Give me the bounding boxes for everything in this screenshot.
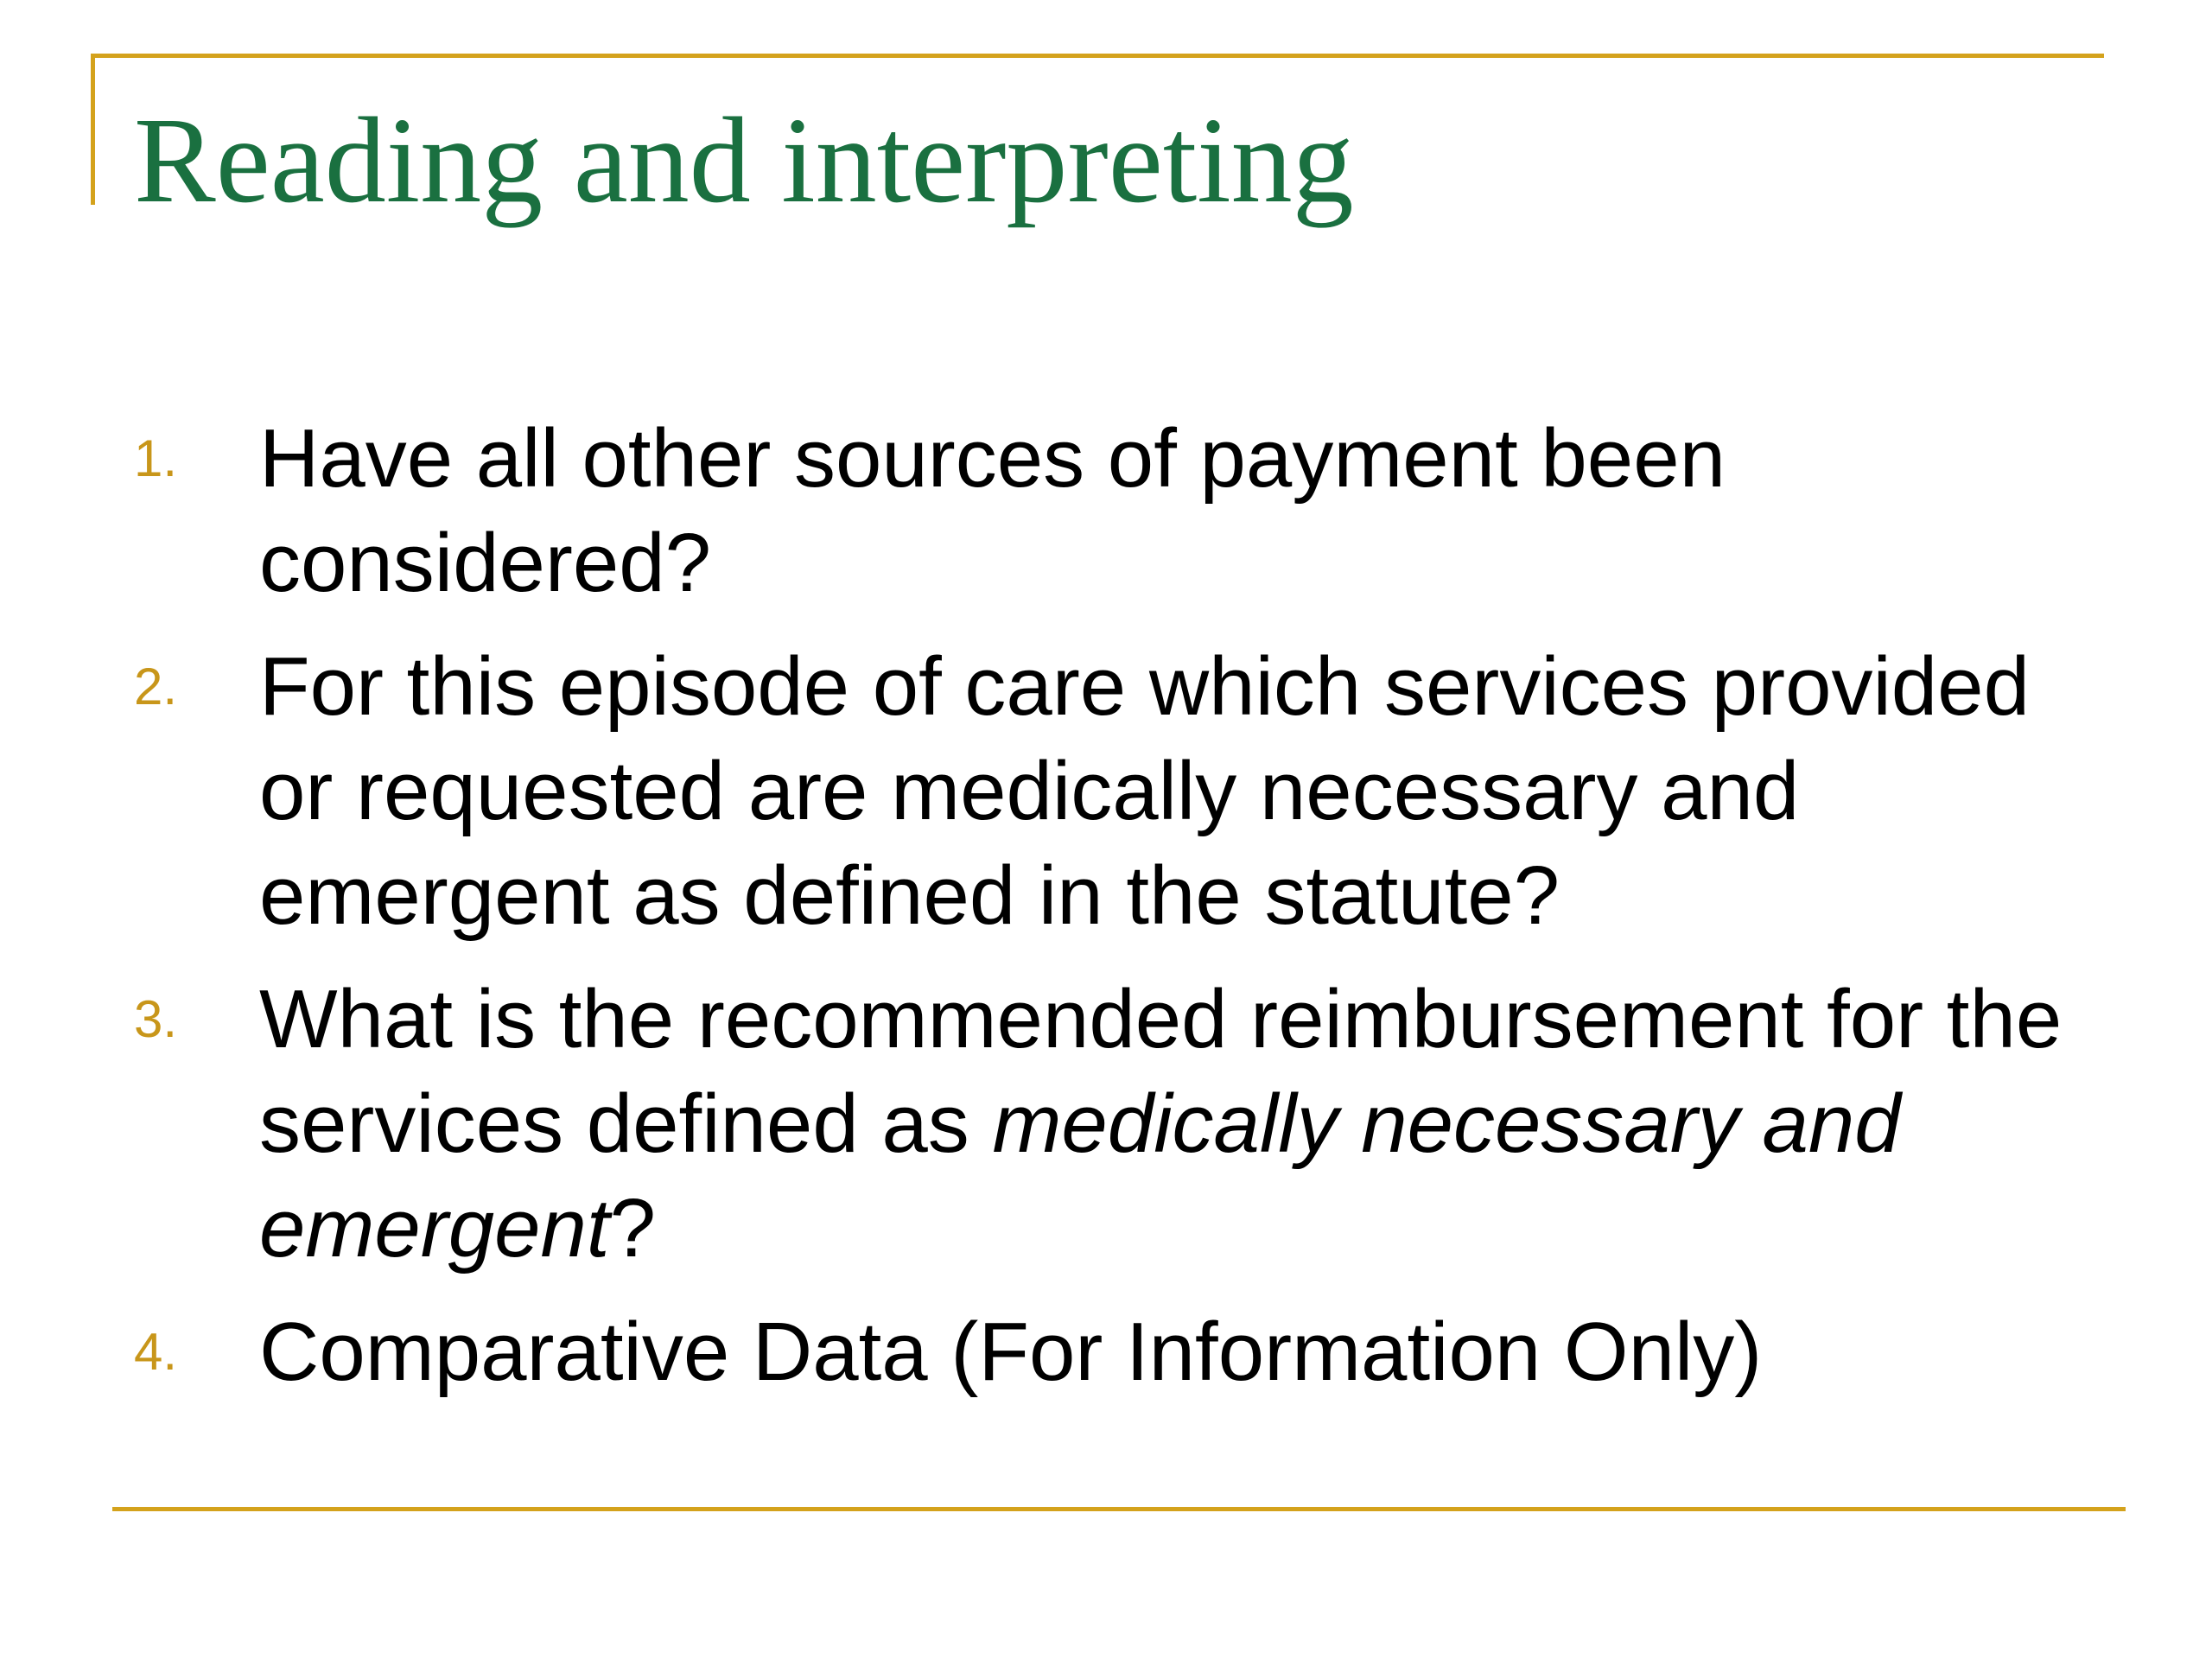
list-item-number: 1. <box>134 429 178 487</box>
list-item-number: 4. <box>134 1323 178 1381</box>
list-item <box>134 1300 2121 1404</box>
list-item <box>134 634 2121 948</box>
list-item <box>134 406 2121 615</box>
left-rule-divider <box>91 54 95 205</box>
list-item-text-before: What is the recommended reimbursement for the services defined as <box>259 973 2063 1170</box>
list-item-text <box>259 973 2062 1274</box>
list-item-text: Comparative Data (For Information Only) <box>259 1306 1763 1398</box>
list-item-number: 3. <box>134 990 178 1048</box>
list-item-text-after: ? <box>609 1182 656 1274</box>
list-item-text: Have all other sources of payment been considered? <box>259 412 1726 609</box>
list-item-text: For this episode of care which services provided or requested are medically necessary and emergent as defined in the statute? <box>259 640 2030 942</box>
list-item-number: 2. <box>134 658 178 715</box>
list-item-text-italic: medically necessary and emergent <box>259 1077 1901 1274</box>
numbered-list <box>134 406 2121 1423</box>
slide-title: Reading and interpreting <box>134 92 1354 228</box>
bottom-rule-divider <box>112 1507 2126 1511</box>
top-rule-divider <box>91 54 2104 58</box>
list-item <box>134 967 2121 1281</box>
